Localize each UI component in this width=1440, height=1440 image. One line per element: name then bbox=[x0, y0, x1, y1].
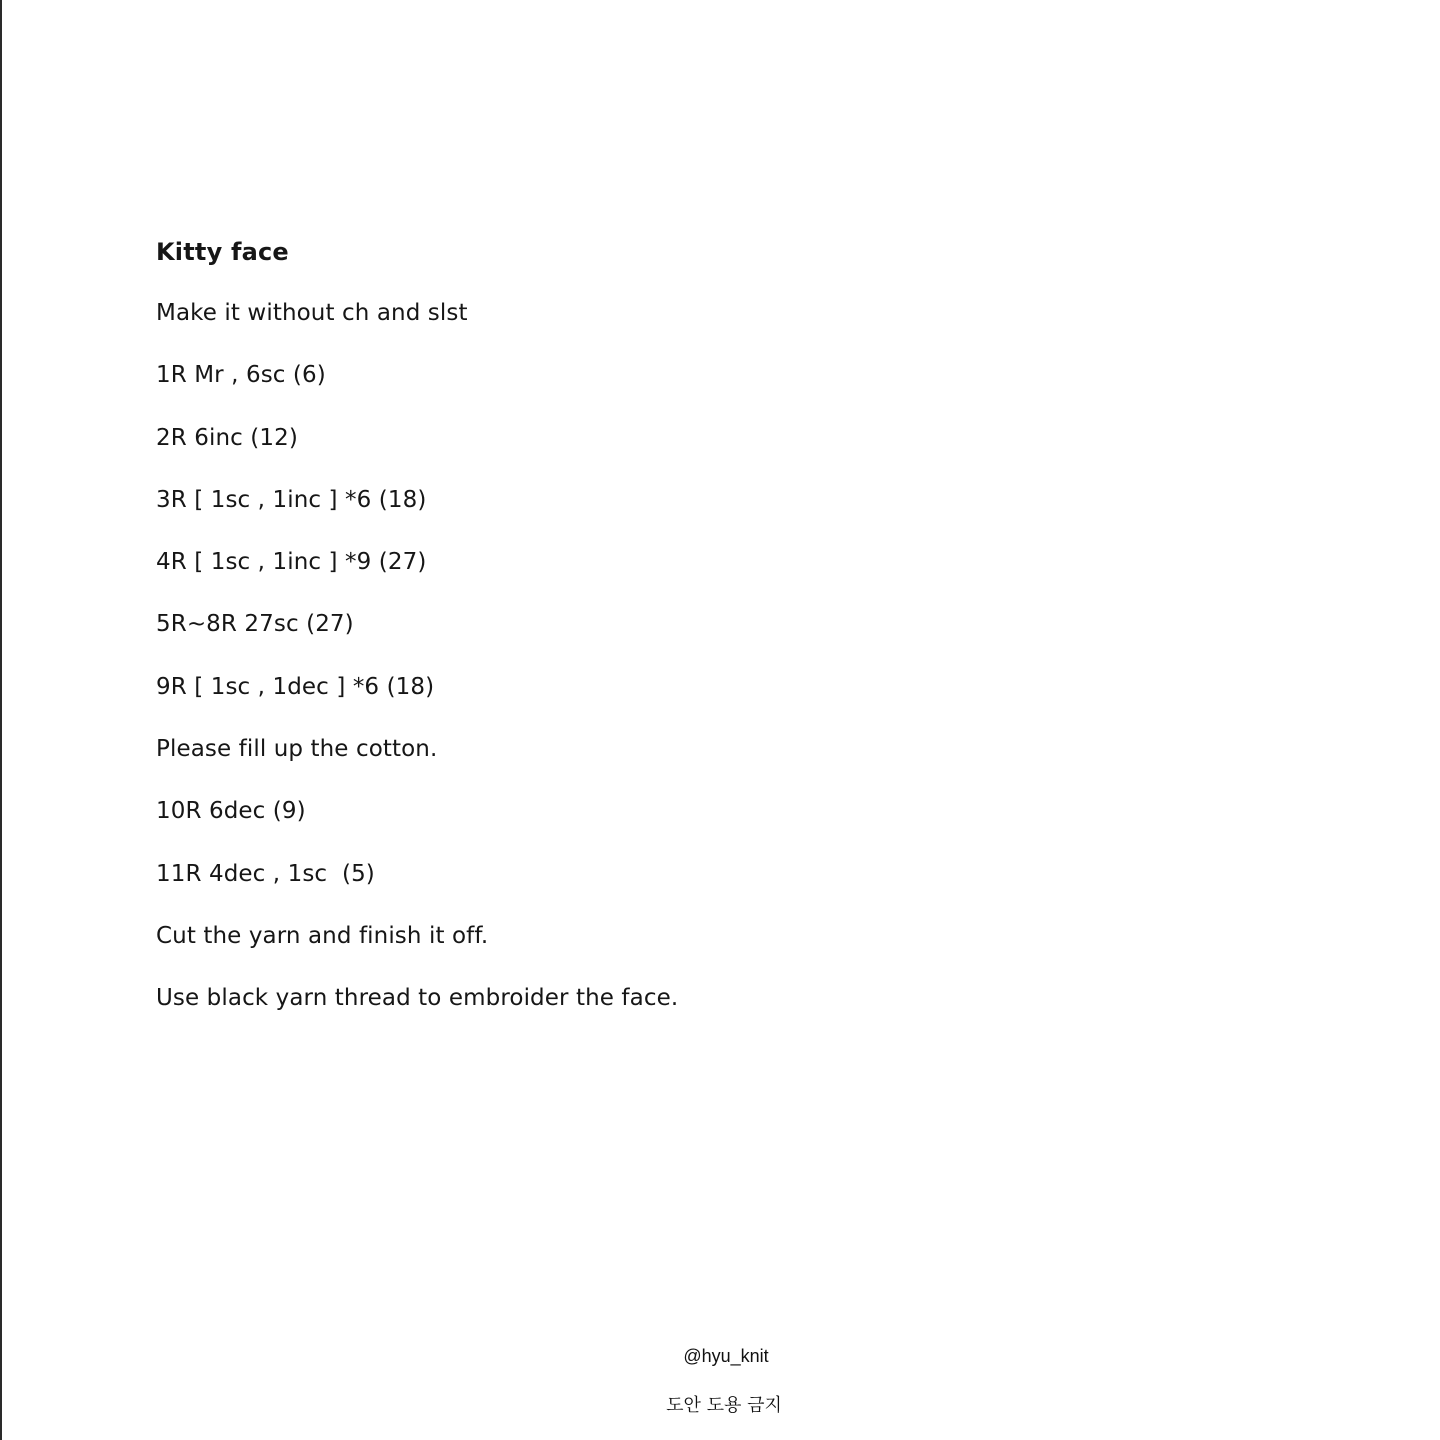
page-left-border bbox=[0, 0, 2, 1440]
instruction-line: Cut the yarn and finish it off. bbox=[156, 922, 489, 949]
author-handle: @hyu_knit bbox=[683, 1346, 769, 1366]
instruction-line: Use black yarn thread to embroider the face. bbox=[156, 985, 679, 1012]
instruction-line: Make it without ch and slst bbox=[156, 300, 468, 326]
instruction-line: 10R 6dec (9) bbox=[156, 798, 306, 825]
instruction-line: 4R [ 1sc , 1inc ] *9 (27) bbox=[156, 549, 427, 576]
instruction-line: 5R~8R 27sc (27) bbox=[156, 611, 354, 638]
instruction-line: 1R Mr , 6sc (6) bbox=[156, 362, 326, 389]
instruction-line: Please fill up the cotton. bbox=[156, 736, 438, 763]
copyright-notice: 도안 도용 금지 bbox=[666, 1395, 782, 1416]
instruction-line: 3R [ 1sc , 1inc ] *6 (18) bbox=[156, 486, 427, 513]
pattern-title: Kitty face bbox=[156, 238, 289, 266]
instruction-line: 11R 4dec , 1sc (5) bbox=[156, 860, 375, 887]
pattern-content bbox=[156, 234, 1256, 1044]
instruction-line: 2R 6inc (12) bbox=[156, 424, 298, 451]
instruction-line: 9R [ 1sc , 1dec ] *6 (18) bbox=[156, 673, 435, 700]
